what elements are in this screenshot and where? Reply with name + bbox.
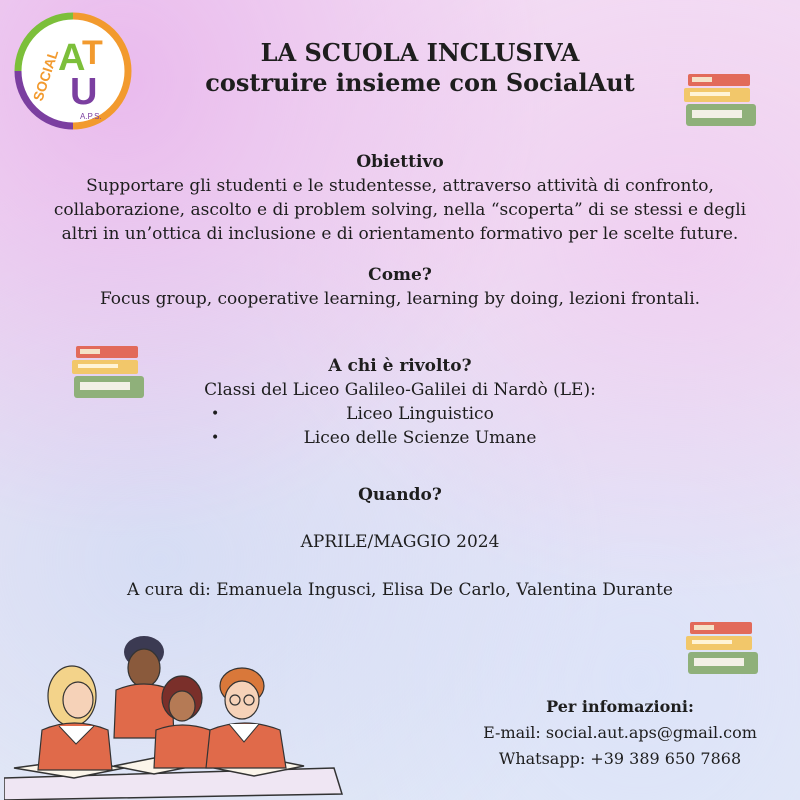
books-icon — [682, 72, 762, 130]
books-icon — [684, 620, 764, 678]
list-item — [0, 426, 800, 450]
come-text: Focus group, cooperative learning, learning by doing, lezioni frontali. — [99, 289, 701, 309]
come-heading: Come? — [368, 265, 432, 285]
bullet-icon: • — [211, 406, 220, 422]
obiettivo-line-1: Supportare gli studenti e le studentesse, attraverso attività di confronto, — [86, 176, 714, 196]
socialaut-logo — [14, 12, 132, 130]
page-title — [190, 38, 650, 98]
list-item-label: Liceo delle Scienze Umane — [303, 428, 537, 448]
obiettivo-line-2: collaborazione, ascolto e di problem solving, nella “scoperta” di se stessi e degli — [53, 200, 747, 220]
bullet-icon: • — [211, 430, 220, 446]
svg-text:T: T — [82, 34, 103, 72]
students-illustration — [4, 618, 344, 800]
contact-whatsapp[interactable]: Whatsapp: +39 389 650 7868 — [498, 749, 742, 768]
contact-heading: Per infomazioni: — [546, 697, 694, 716]
list-item — [0, 402, 800, 426]
rivolto-heading: A chi è rivolto? — [328, 356, 472, 376]
quando-date: APRILE/MAGGIO 2024 — [300, 532, 500, 552]
logo-aps: A.P.S. — [80, 112, 102, 121]
obiettivo-text — [0, 174, 800, 246]
title-line-2: costruire insieme con SocialAut — [205, 68, 635, 97]
title-line-1: LA SCUOLA INCLUSIVA — [260, 38, 580, 67]
svg-text:A: A — [58, 37, 86, 79]
credits-text: A cura di: Emanuela Ingusci, Elisa De Carlo, Valentina Durante — [127, 580, 673, 600]
contact-email[interactable]: E-mail: social.aut.aps@gmail.com — [483, 723, 757, 742]
quando-heading: Quando? — [358, 485, 442, 505]
obiettivo-line-3: altri in un’ottica di inclusione e di orientamento formativo per le scelte future. — [61, 224, 739, 244]
rivolto-text: Classi del Liceo Galileo-Galilei di Nardò (LE): — [204, 380, 596, 400]
logo-social-word: SOCIAL — [29, 47, 62, 103]
list-item-label: Liceo Linguistico — [346, 404, 494, 424]
svg-text:U: U — [70, 71, 98, 113]
obiettivo-heading: Obiettivo — [356, 152, 444, 172]
